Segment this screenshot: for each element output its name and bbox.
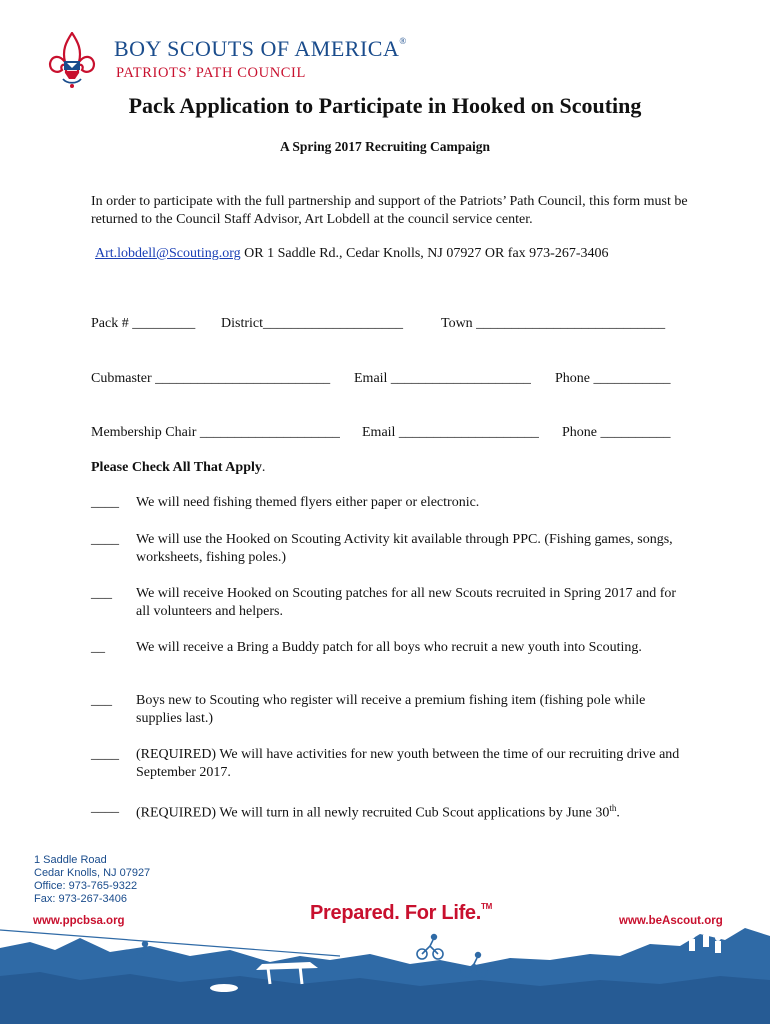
checkbox-blank-2[interactable]: ____ [91,532,119,547]
org-name-text: BOY SCOUTS OF AMERICA [114,36,400,61]
checklist-heading-text: Please Check All That Apply [91,460,262,475]
address-line: Cedar Knolls, NJ 07927 [34,867,151,879]
tagline-text: Prepared. For Life. [310,902,482,924]
cubmaster-field[interactable]: Cubmaster _________________________ [91,371,331,386]
town-field[interactable]: Town ___________________________ [441,316,666,331]
checklist-heading-suffix: . [261,460,266,475]
cyclist-icon [417,935,443,959]
checklist-item-1: We will need fishing themed flyers either paper or electronic. [136,495,480,510]
address-line: Fax: 973-267-3406 [34,893,127,905]
checkbox-blank-1[interactable]: ____ [91,495,119,510]
checklist-item-7 [136,799,681,823]
cubmaster-email-field[interactable]: Email ____________________ [354,371,531,386]
contact-rest: OR 1 Saddle Rd., Cedar Knolls, NJ 07927 OR fax 973-267-3406 [240,246,609,261]
registered-mark: ® [399,36,407,46]
contact-line [95,246,609,262]
trademark-mark: TM [481,902,492,911]
pack-number-field[interactable]: Pack # _________ [91,316,196,331]
membership-email-field[interactable]: Email ____________________ [362,425,539,440]
checklist-heading [91,460,265,476]
checkbox-blank-4[interactable]: __ [91,640,105,655]
hiker-icon [142,941,148,947]
checklist-item-6: (REQUIRED) We will have activities for new youth between the time of our recruiting drive and September 2017. [136,747,680,780]
checkbox-blank-3[interactable]: ___ [91,586,112,601]
email-link[interactable]: Art.lobdell@Scouting.org [95,246,241,261]
page-subtitle: A Spring 2017 Recruiting Campaign [279,139,491,154]
org-name [114,36,407,62]
checklist-item-4: We will receive a Bring a Buddy patch for all boys who recruit a new youth into Scouting. [136,640,642,655]
checklist-item-5: Boys new to Scouting who register will receive a premium fishing item (fishing pole while supplies last.) [136,693,646,726]
bsa-logo [48,30,407,92]
cubmaster-phone-field[interactable]: Phone ___________ [555,371,671,386]
address-line: Office: 973-765-9322 [34,880,138,892]
footer-address [34,854,150,906]
fleur-de-lis-icon [48,32,96,90]
address-line: 1 Saddle Road [34,854,107,866]
district-field[interactable]: District____________________ [221,316,403,331]
beascout-website-link[interactable]: www.beAscout.org [619,915,723,927]
checklist-item-7-text: (REQUIRED) We will turn in all newly recruited Cub Scout applications by June 30 [136,805,610,821]
checklist-item-7-sup: th [609,803,617,813]
tagline [310,902,492,925]
membership-phone-field[interactable]: Phone __________ [562,425,671,440]
checklist-item-3: We will receive Hooked on Scouting patches for all new Scouts recruited in Spring 2017 and for all volunteers and helpers. [136,586,677,619]
council-name: PATRIOTS’ PATH COUNCIL [116,65,306,81]
membership-chair-field[interactable]: Membership Chair ____________________ [91,425,340,440]
checklist-item-7-end: . [616,805,620,821]
checkbox-blank-7[interactable]: ____ [91,800,119,815]
page-title: Pack Application to Participate in Hooked on Scouting [128,93,642,118]
checkbox-blank-6[interactable]: ____ [91,747,119,762]
checklist-item-2: We will use the Hooked on Scouting Activity kit available through PPC. (Fishing games, songs, worksheets, fishing poles.) [136,532,673,565]
intro-paragraph: In order to participate with the full partnership and support of the Patriots’ Path Council, this form must be returned to the Council Staff Advisor, Art Lobdell at the council service center. [91,194,688,227]
council-website-link[interactable]: www.ppcbsa.org [33,915,125,927]
outdoor-landscape-illustration [0,926,770,1024]
checkbox-blank-5[interactable]: ___ [91,693,112,708]
